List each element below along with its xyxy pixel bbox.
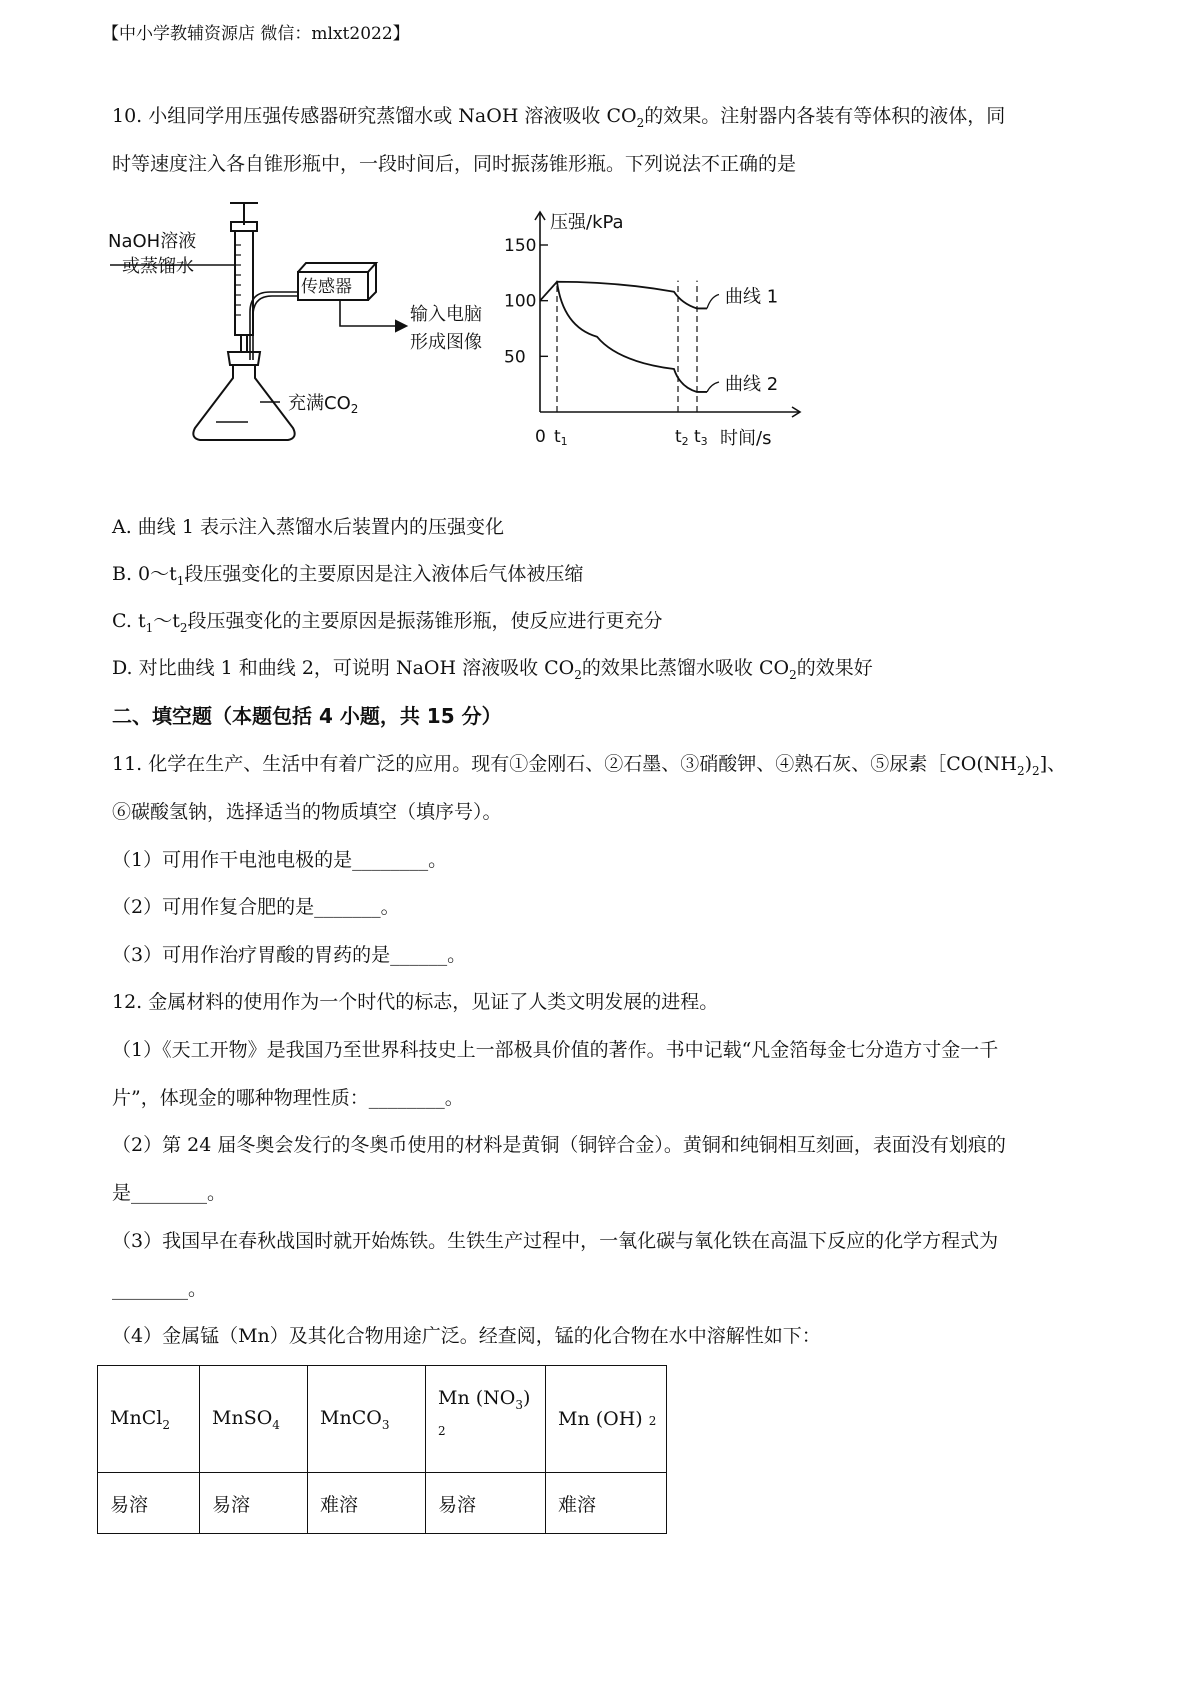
header-mncl2: MnCl$_2$ xyxy=(98,1366,200,1473)
cell-mnco3: 难溶 xyxy=(308,1473,426,1534)
flask-label: 充满$CO_2$ xyxy=(288,393,359,416)
option-c: C. $t_1\sim t_2$段压强变化的主要原因是振荡锥形瓶，使反应进行更充分 xyxy=(112,610,663,635)
header-mnno32: Mn $(NO_3)$ 2 xyxy=(426,1366,546,1473)
curve-1-leader xyxy=(707,294,719,308)
computer-label-1: 输入电脑 xyxy=(410,304,482,325)
cell-mncl2: 易溶 xyxy=(98,1473,200,1534)
x-tick-label-0: 0 xyxy=(535,427,546,447)
syringe-label-1: NaOH溶液 xyxy=(108,231,197,252)
q12-part-1-line-1: （1）《天工开物》是我国乃至世界科技史上一部极具价值的著作。书中记载“凡金箔每金七分造方寸金一千 xyxy=(112,1039,999,1061)
q11-part-3: （3）可用作治疗胃酸的胃药的是______。 xyxy=(112,944,467,966)
curve-2-label: 曲线 2 xyxy=(725,373,779,395)
header-mnoh2: Mn (OH) 2 xyxy=(546,1366,667,1473)
x-tick-label-t2: t2 xyxy=(675,427,689,448)
q11-part-1: （1）可用作干电池电极的是________。 xyxy=(112,849,448,871)
pressure-chart xyxy=(504,212,800,449)
flask-stopper xyxy=(228,352,260,365)
x-axis-label: 时间/s xyxy=(720,428,772,449)
curve-1 xyxy=(540,282,707,309)
q10-line-2: 时等速度注入各自锥形瓶中，一段时间后，同时振荡锥形瓶。下列说法不正确的是 xyxy=(112,153,797,175)
header-mnco3: MnCO$_3$ xyxy=(308,1366,426,1473)
computer-label-2: 形成图像 xyxy=(410,332,482,353)
curve-2-leader xyxy=(707,382,719,392)
syringe-label-2: 或蒸馏水 xyxy=(122,256,194,277)
option-a: A. 曲线 1 表示注入蒸馏水后装置内的压强变化 xyxy=(112,516,504,538)
q12-part-1-line-2: 片”，体现金的哪种物理性质：________。 xyxy=(112,1087,464,1109)
q12-part-4: （4）金属锰（Mn）及其化合物用途广泛。经查阅，锰的化合物在水中溶解性如下： xyxy=(112,1325,821,1347)
q11-part-2: （2）可用作复合肥的是_______。 xyxy=(112,896,400,918)
option-d: D. 对比曲线 1 和曲线 2，可说明 NaOH 溶液吸收 $CO_2$的效果比蒸馏水吸收 $CO_2$的效果好 xyxy=(112,657,873,682)
page-header: 【中小学教辅资源店 微信：mlxt2022】 xyxy=(102,24,410,44)
y-tick-label-50: 50 xyxy=(504,347,526,368)
curve-2 xyxy=(557,282,707,392)
cell-mnso4: 易溶 xyxy=(200,1473,308,1534)
q12-part-3-line-1: （3）我国早在春秋战国时就开始炼铁。生铁生产过程中，一氧化碳与氧化铁在高温下反应的化学方程式为 xyxy=(112,1230,999,1252)
x-tick-label-t1: t1 xyxy=(554,427,568,448)
q10-line-1: 10. 小组同学用压强传感器研究蒸馏水或 NaOH 溶液吸收 $CO_2$的效果。注射器内各装有等体积的液体，同 xyxy=(112,105,1006,130)
y-tick-label-150: 150 xyxy=(504,236,537,256)
q12-intro: 12. 金属材料的使用作为一个时代的标志，见证了人类文明发展的进程。 xyxy=(112,991,719,1013)
q11-line-1: 11. 化学在生产、生活中有着广泛的应用。现有①金刚石、②石墨、③硝酸钾、④熟石灰、⑤尿素$[CO(NH_2)_2$]、 xyxy=(112,753,1067,778)
q12-part-2-line-1: （2）第 24 届冬奥会发行的冬奥币使用的材料是黄铜（铜锌合金）。黄铜和纯铜相互刻画，表面没有划痕的 xyxy=(112,1134,1006,1156)
cell-mnoh2: 难溶 xyxy=(546,1473,667,1534)
option-b: B. $0\sim t_1$段压强变化的主要原因是注入液体后气体被压缩 xyxy=(112,563,584,588)
cell-mnno32: 易溶 xyxy=(426,1473,546,1534)
q10-figure xyxy=(100,200,960,500)
y-tick-label-100: 100 xyxy=(504,291,537,312)
x-tick-label-t3: t3 xyxy=(694,427,708,448)
header-mnso4: MnSO$_4$ xyxy=(200,1366,308,1473)
y-axis-label: 压强/kPa xyxy=(550,212,624,233)
q12-part-2-line-2: 是________。 xyxy=(112,1182,227,1204)
section-2-heading: 二、填空题（本题包括 4 小题，共 15 分） xyxy=(112,704,502,728)
q11-line-2: ⑥碳酸氢钠，选择适当的物质填空（填序号）。 xyxy=(112,801,502,823)
q12-part-3-line-2: ________。 xyxy=(112,1278,208,1300)
sensor-label: 传感器 xyxy=(301,277,352,297)
curve-1-label: 曲线 1 xyxy=(725,286,779,308)
solubility-table xyxy=(97,1365,667,1534)
